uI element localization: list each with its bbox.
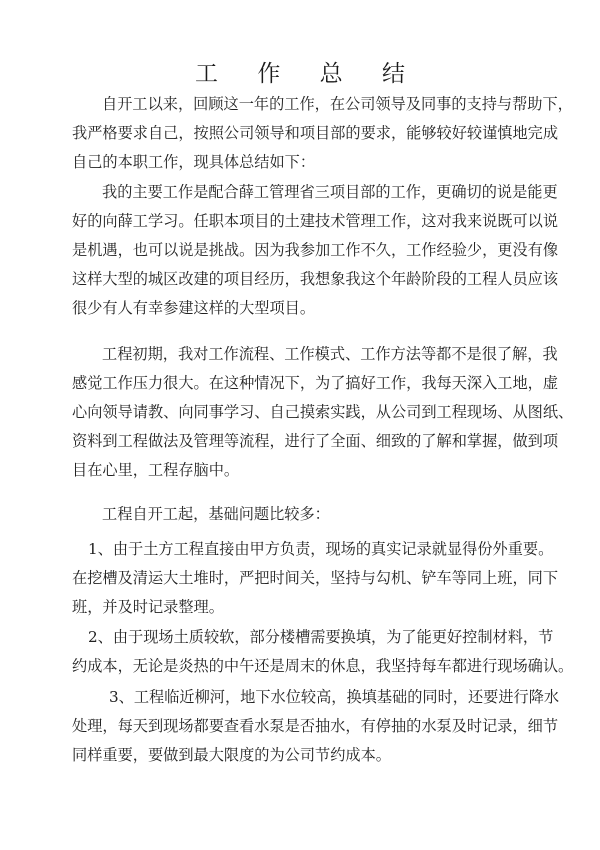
paragraph-line: 是机遇，也可以说是挑战。因为我参加工作不久，工作经验少，更没有像 xyxy=(72,241,558,259)
paragraph-line: 2、由于现场土质较软，部分楼槽需要换填，为了能更好控制材料，节 xyxy=(88,628,554,646)
paragraph-line: 好的向薛工学习。任职本项目的土建技术管理工作，这对我来说既可以说 xyxy=(72,212,558,230)
paragraph-main-work xyxy=(72,178,558,323)
paragraph-line: 这样大型的城区改建的项目经历，我想象我这个年龄阶段的工程人员应该 xyxy=(72,270,558,288)
paragraph-line: 资料到工程做法及管理等流程，进行了全面、细致的了解和掌握，做到项 xyxy=(72,432,558,450)
paragraph-line: 在挖槽及清运大土堆时，严把时间关，坚持与勾机、铲车等同上班，同下 xyxy=(72,569,558,587)
paragraph-line: 我的主要工作是配合薛工管理省三项目部的工作，更确切的说是能更 xyxy=(102,183,558,201)
document-title: 工 作 总 结 xyxy=(195,61,421,87)
paragraph-line: 自己的本职工作，现具体总结如下： xyxy=(72,153,315,171)
paragraph-line: 约成本，无论是炎热的中午还是周末的休息，我坚持每车都进行现场确认。 xyxy=(72,657,574,675)
paragraph-line: 我严格要求自己，按照公司领导和项目部的要求，能够较好较谨慎地完成 xyxy=(72,124,558,142)
paragraph-item-1 xyxy=(72,535,558,622)
paragraph-foundation-issues xyxy=(72,500,542,529)
paragraph-early-stage xyxy=(72,340,574,485)
paragraph-line: 很少有人有幸参建这样的大型项目。 xyxy=(72,299,315,317)
paragraph-item-2 xyxy=(72,623,574,681)
paragraph-line: 班，并及时记录整理。 xyxy=(72,598,224,616)
paragraph-line: 感觉工作压力很大。在这种情况下，为了搞好工作，我每天深入工地，虚 xyxy=(72,374,558,392)
paragraph-line: 1、由于土方工程直接由甲方负责，现场的真实记录就显得份外重要。 xyxy=(88,540,554,558)
paragraph-line: 工程初期，我对工作流程、工作模式、工作方法等都不是很了解，我 xyxy=(102,345,558,363)
paragraph-intro xyxy=(72,90,573,177)
paragraph-line: 目在心里，工程存脑中。 xyxy=(72,461,240,479)
paragraph-line: 3、工程临近柳河，地下水位较高，换填基础的同时，还要进行降水 xyxy=(109,688,560,706)
paragraph-line: 自开工以来，回顾这一年的工作，在公司领导及同事的支持与帮助下， xyxy=(102,95,573,113)
paragraph-line: 处理，每天到现场都要查看水泵是否抽水，有停抽的水泵及时记录，细节 xyxy=(72,717,558,735)
paragraph-line: 工程自开工起，基础问题比较多： xyxy=(102,505,330,523)
paragraph-item-3 xyxy=(72,683,560,770)
paragraph-line: 心向领导请教、向同事学习、自己摸索实践，从公司到工程现场、从图纸、 xyxy=(72,403,574,421)
paragraph-line: 同样重要，要做到最大限度的为公司节约成本。 xyxy=(72,746,391,764)
